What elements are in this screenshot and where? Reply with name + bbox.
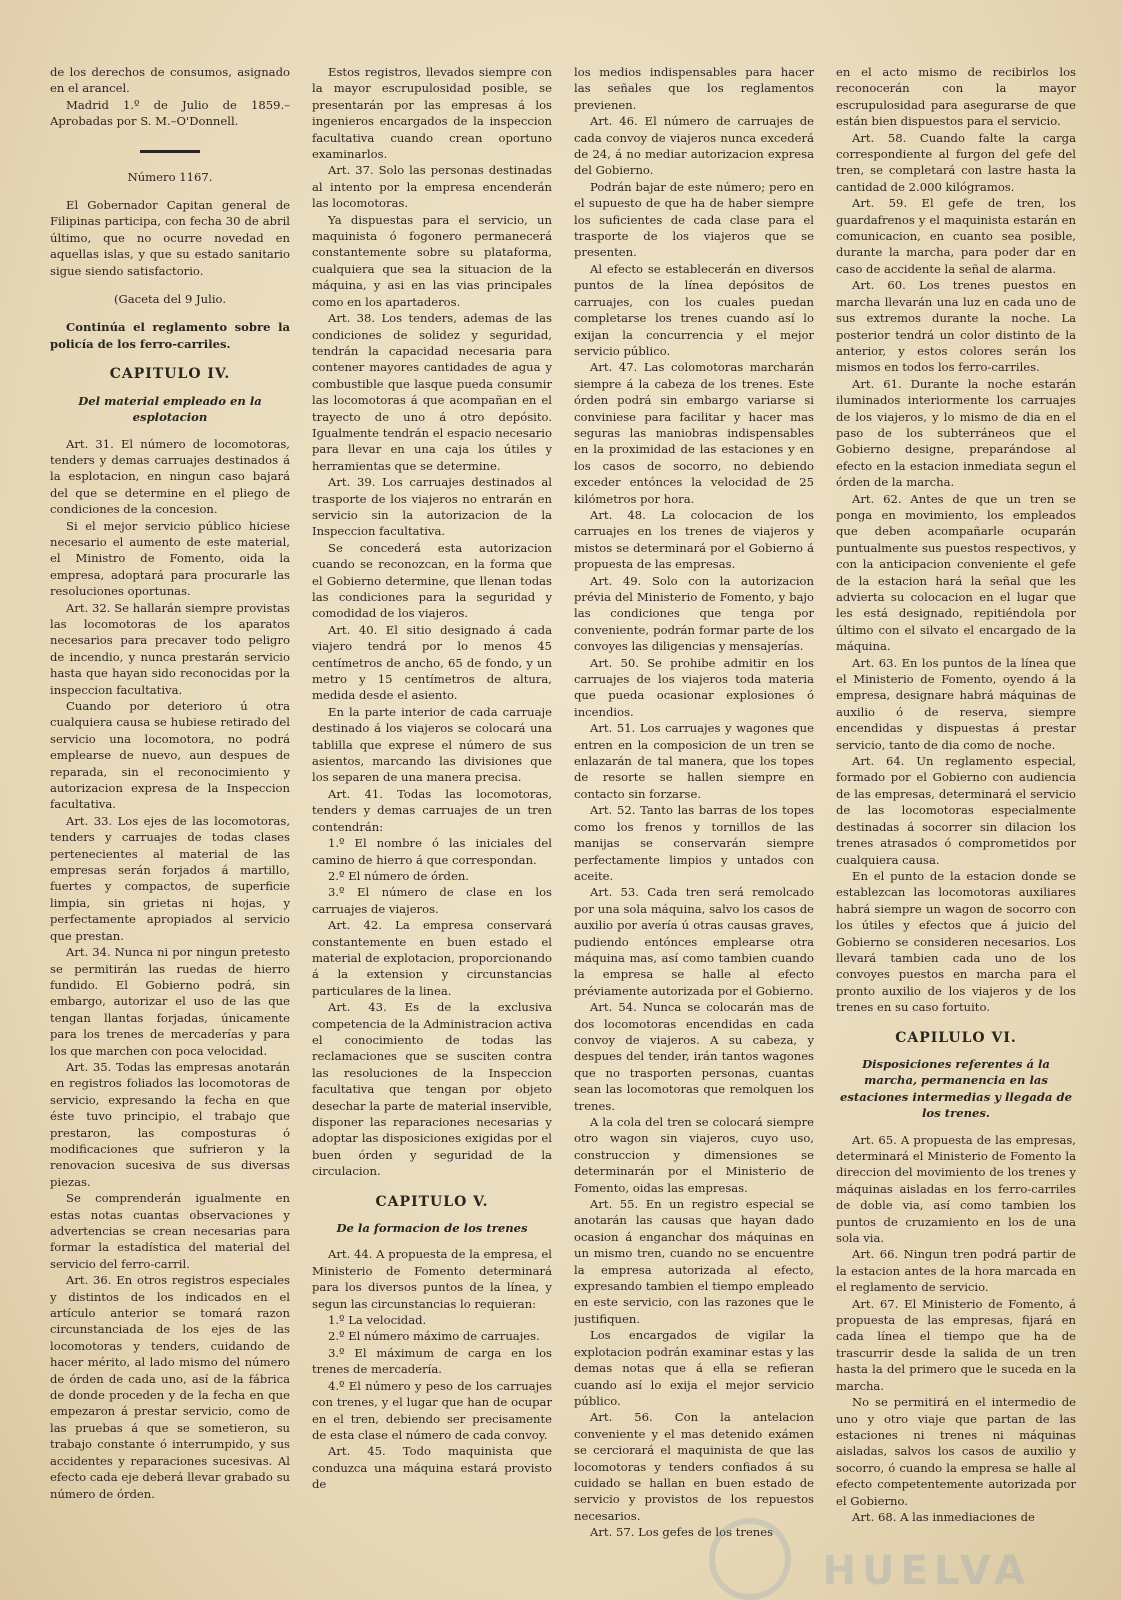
article: Art. 68. A las inmediaciones de xyxy=(852,1509,1035,1524)
article: Art. 35. Todas las empresas anotarán en registros foliados las locomotoras de servicio, expresando la fecha en que éste tuvo principio, el trabajo que prestaron, las composturas ó modificaciones que sufrieron y la renovacion sucesiva de sus diversas piezas. xyxy=(50,1059,290,1189)
paragraph: Madrid 1.º de Julio de 1859.–Aprobadas por S. M.–O'Donnell. xyxy=(50,97,290,129)
paragraph: Cuando por deterioro ú otra cualquiera causa se hubiese retirado del servicio una locomotora, no podrá emplearse de nuevo, aun despues de reparada, sin el reconocimiento y autorizacion expresa de la Inspeccion facultativa. xyxy=(50,699,290,812)
article: Art. 42. La empresa conservará constantemente en buen estado el material de explotacion, proporcionando á la extension y circunstancias particulares de la linea. xyxy=(312,918,552,998)
paragraph: los medios indispensables para hacer las señales que los reglamentos previenen. xyxy=(574,65,814,112)
article: Art. 34. Nunca ni por ningun pretesto se permitirán las ruedas de hierro fundido. El Gobierno podrá, sin embargo, autorizar el uso de las que tengan llantas forjadas, únicamente para los trenes de mercaderías y para los que marchen con poca velocidad. xyxy=(50,945,290,1058)
article: Art. 62. Antes de que un tren se ponga en movimiento, los empleados que deben acompañarle ocuparán puntualmente sus puestos respectivos, y con la anticipacion conveniente el gefe de la estacion hará la señal que les advierta su colocacion en el lugar que les está designado, repitiéndola por último con el silvato el encargado de la máquina. xyxy=(836,491,1076,654)
watermark-logo-icon xyxy=(709,1518,791,1600)
article: Art. 57. Los gefes de los trenes xyxy=(590,1525,774,1540)
article: Art. 60. Los trenes puestos en marcha llevarán una luz en cada uno de sus extremos durante la noche. La posterior tendrá un color distinto de la anterior, y estos colores serán los mismos en todos los ferro-carriles. xyxy=(836,278,1076,375)
paragraph: En el punto de la estacion donde se establezcan las locomotoras auxiliares habrá siempre un wagon de socorro con los útiles y efectos que á juicio del Gobierno se consideren necesarios. Los llevará tambien cada uno de los convoyes puestos en marcha para el pronto auxilio de los viajeros y de los trenes en su caso fortuito. xyxy=(836,868,1076,1015)
list-item: 4.º El número y peso de los carruajes con trenes, y el lugar que han de ocupar en el tren, debiendo ser precisamente de esta clase el número de cada convoy. xyxy=(312,1378,552,1442)
chapter-heading: CAPITULO IV. xyxy=(109,366,231,383)
column-1 xyxy=(50,64,290,1594)
article: Art. 33. Los ejes de las locomotoras, tenders y carruajes de todas clases pertenecientes al material de las empresas serán forjados á martillo, fuertes y compactos, de superficie limpia, sin grietas ni hojas, y perfectamente apropiados al servicio que prestan. xyxy=(50,813,290,943)
list-item: 1.º La velocidad. xyxy=(328,1313,427,1328)
column-2 xyxy=(312,64,552,1594)
paragraph: de los derechos de consumos, asignado en el arancel. xyxy=(50,65,290,96)
paragraph: Los encargados de vigilar la explotacion podrán examinar estas y las demas notas que á ella se refieran cuando así lo exija el mejor servicio público. xyxy=(574,1328,814,1408)
list-item: 1.º El nombre ó las iniciales del camino de hierro á que correspondan. xyxy=(312,836,552,867)
article: Art. 38. Los tenders, ademas de las condiciones de solidez y seguridad, tendrán la capacidad necesaria para contener mayores cantidades de agua y combustible que lasque pueda consumir las locomotoras á que acompañan en el trayecto de uno á otro depósito. Igualmente tendrán el espacio necesario para llevar en una caja los útiles y herramientas que se determine. xyxy=(312,311,552,473)
article: Art. 50. Se prohibe admitir en los carruajes de los viajeros toda materia que pueda ocasionar explosiones ó incendios. xyxy=(574,655,814,719)
paragraph: Al efecto se establecerán en diversos puntos de la línea depósitos de carruajes, con los cuales puedan completarse los trenes cuando así lo exijan la concurrencia y el mejor servicio público. xyxy=(574,261,814,358)
article: Art. 52. Tanto las barras de los topes como los frenos y tornillos de las manijas se conservarán siempre perfectamente limpios y untados con aceite. xyxy=(574,803,814,883)
article: Art. 44. A propuesta de la empresa, el Ministerio de Fomento determinará para los diversos puntos de la línea, y segun las circunstancias lo requieran: xyxy=(312,1247,552,1311)
text-columns xyxy=(50,64,1095,1594)
paragraph: Podrán bajar de este número; pero en el supuesto de que ha de haber siempre los suficientes de cada clase para el trasporte de los viajeros que se presenten. xyxy=(574,179,814,260)
watermark-text: HUELVA xyxy=(822,1548,1031,1594)
chapter-subheading: Del material empleado en la esplotacion xyxy=(78,393,262,425)
article: Art. 53. Cada tren será remolcado por una sola máquina, salvo los casos de auxilio por avería ú otras causas graves, pudiendo entónces emplearse otra máquina mas, así como tambien cuando la empresa se halle al efecto préviamente autorizada por el Gobierno. xyxy=(574,885,814,998)
paragraph: Se comprenderán igualmente en estas notas cuantas observaciones y advertencias se crean necesarias para formar la estadística del material del servicio del ferro-carril. xyxy=(50,1191,290,1271)
number-heading: Número 1167. xyxy=(127,169,213,184)
gazette-ref: (Gaceta del 9 Julio. xyxy=(113,292,227,307)
article: Art. 43. Es de la exclusiva competencia de la Administracion activa el conocimiento de todas las reclamaciones que se susciten contra las resoluciones de la Inspeccion facultativa que tengan por objeto desechar la parte de material inservible, disponer las reparaciones necesarias y adoptar las disposiciones exigidas por el buen órden y seguridad de la circulacion. xyxy=(312,1000,552,1179)
paragraph: En la parte interior de cada carruaje destinado á los viajeros se colocará una tablilla que exprese el número de sus asientos, marcando las divisiones que los separen de una manera precisa. xyxy=(312,704,552,785)
list-item: 3.º El número de clase en los carruajes de viajeros. xyxy=(312,885,552,916)
chapter-heading: CAPITULO V. xyxy=(375,1193,489,1210)
column-3 xyxy=(574,64,814,1594)
list-item: 2.º El número máximo de carruajes. xyxy=(328,1329,540,1344)
article: Art. 32. Se hallarán siempre provistas las locomotoras de los aparatos necesarios para precaver todo peligro de incendio, y nunca prestarán servicio hasta que hayan sido reconocidas por la inspeccion facultativa. xyxy=(50,600,290,697)
chapter-subheading: De la formacion de los trenes xyxy=(336,1221,528,1236)
article: Art. 61. Durante la noche estarán iluminados interiormente los carruajes de los viajeros, y lo mismo de dia en el paso de los subterráneos que el Gobierno designe, preparándose al efecto en la estacion inmediata segun el órden de la marcha. xyxy=(836,376,1076,490)
article: Art. 47. Las colomotoras marcharán siempre á la cabeza de los trenes. Este órden podrá sin embargo variarse si conviniese para facilitar y hacer mas seguras las maniobras indispensables en la proximidad de las estaciones y en los casos de socorro, no debiendo exceder entónces la velocidad de 25 kilómetros por hora. xyxy=(574,360,814,506)
article: Art. 36. En otros registros especiales y distintos de los indicados en el artículo anterior se tomará razon circunstanciada de los ejes de las locomotoras y tenders, cuidando de hacer mérito, al lado mismo del número de órden de cada uno, así de la fábrica de donde proceden y de la fecha en que empezaron á prestar servicio, como de las pruebas á que se sometieron, su trabajo constante ó interrumpido, y sus accidentes y reparaciones sucesivas. Al efecto cada eje deberá llevar grabado su número de órden. xyxy=(50,1273,290,1501)
column-4 xyxy=(836,64,1076,1594)
article: Art. 64. Un reglamento especial, formado por el Gobierno con audiencia de las empresas, determinará el servicio de las locomotoras especialmente destinadas á socorrer sin dilacion los trenes atrasados ó comprometidos por cualquiera causa. xyxy=(836,754,1076,867)
article: Art. 51. Los carruajes y wagones que entren en la composicion de un tren se enlazarán de tal manera, que los topes de resorte se hallen siempre en contacto sin forzarse. xyxy=(574,721,814,801)
article: Art. 54. Nunca se colocarán mas de dos locomotoras encendidas en cada convoy de viajeros. A su cabeza, y despues del tender, irán tantos wagones que no trasporten personas, cuantas sean las locomotoras que remolquen los trenes. xyxy=(574,1000,814,1113)
article: Art. 55. En un registro especial se anotarán las causas que hayan dado ocasion á enganchar dos máquinas en un mismo tren, cuando no se encuentre la empresa autorizada al efecto, expresando tambien el tiempo empleado en este servicio, con las razones que le justifiquen. xyxy=(574,1197,814,1326)
article: Art. 56. Con la antelacion conveniente y el mas detenido exámen se cerciorará el maquinista de que las locomotoras y tenders confiados á su cuidado se hallan en buen estado de servicio y provistos de los repuestos necesarios. xyxy=(574,1410,814,1523)
article: Art. 65. A propuesta de las empresas, determinará el Ministerio de Fomento la direccion del movimiento de los trenes y máquinas aisladas en los ferro-carriles de doble via, así como tambien los puntos de cruzamiento en los de una sola via. xyxy=(836,1132,1076,1246)
paragraph: A la cola del tren se colocará siempre otro wagon sin viajeros, cuyo uso, construccion y dimensiones se determinarán por el Ministerio de Fomento, oidas las empresas. xyxy=(574,1115,814,1195)
list-item: 3.º El máximum de carga en los trenes de mercadería. xyxy=(312,1345,552,1377)
chapter-subheading: Disposiciones referentes á la marcha, permanencia en las estaciones intermedias y llegada de los trenes. xyxy=(840,1056,1072,1121)
paragraph: El Gobernador Capitan general de Filipinas participa, con fecha 30 de abril último, que no ocurre novedad en aquellas islas, y que su estado sanitario sigue siendo satisfactorio. xyxy=(50,198,290,278)
section-intro: Continúa el reglamento sobre la policía de los ferro-carriles. xyxy=(50,320,290,351)
article: Art. 63. En los puntos de la línea que el Ministerio de Fomento, oyendo á la empresa, designare habrá máquinas de auxilio ó de reserva, siempre encendidas y dispuestas á prestar servicio, tanto de dia como de noche. xyxy=(836,655,1076,752)
chapter-heading: CAPILULO VI. xyxy=(895,1029,1017,1046)
divider xyxy=(140,150,200,153)
article: Art. 48. La colocacion de los carruajes en los trenes de viajeros y mistos se determinará por el Gobierno á propuesta de las empresas. xyxy=(574,507,814,572)
article: Art. 45. Todo maquinista que conduzca una máquina estará provisto de xyxy=(312,1444,552,1492)
article: Art. 66. Ningun tren podrá partir de la estacion antes de la hora marcada en el reglamento de servicio. xyxy=(836,1247,1076,1295)
paragraph: Estos registros, llevados siempre con la mayor escrupulosidad posible, se presentarán por las empresas á los ingenieros encargados de la inspeccion facultativa cuando crean oportuno examinarlos. xyxy=(312,65,552,162)
paragraph: Si el mejor servicio público hiciese necesario el aumento de este material, el Ministro de Fomento, oida la empresa, adoptará para procurarle las resoluciones oportunas. xyxy=(50,518,290,599)
article: Art. 41. Todas las locomotoras, tenders y demas carruajes de un tren contendrán: xyxy=(312,786,552,834)
article: Art. 46. El número de carruajes de cada convoy de viajeros nunca excederá de 24, á no mediar autorizacion expresa del Gobierno. xyxy=(574,114,814,178)
article: Art. 67. El Ministerio de Fomento, á propuesta de las empresas, fijará en cada línea el tiempo que ha de trascurrir desde la salida de un tren hasta la del primero que le suceda en la marcha. xyxy=(836,1296,1076,1393)
article: Art. 31. El número de locomotoras, tenders y demas carruajes destinados á la esplotacion, en ningun caso bajará del que se determine en el pliego de condiciones de la concesion. xyxy=(50,436,290,517)
article: Art. 49. Solo con la autorizacion prévia del Ministerio de Fomento, y bajo las condiciones que tenga por conveniente, podrán formar parte de los convoyes las diligencias y mensajerías. xyxy=(574,573,814,654)
article: Art. 40. El sitio designado á cada viajero tendrá por lo menos 45 centímetros de ancho, 65 de fondo, y un metro y 15 centímetros de altura, medida desde el asiento. xyxy=(312,622,552,703)
paragraph: No se permitirá en el intermedio de uno y otro viaje que partan de las estaciones ni trenes ni máquinas aisladas, salvos los casos de auxilio y socorro, ó cuando la empresa se halle al efecto competentemente autorizada por el Gobierno. xyxy=(836,1395,1076,1508)
article: Art. 37. Solo las personas destinadas al intento por la empresa encenderán las locomotoras. xyxy=(312,163,552,211)
paragraph: Se concederá esta autorizacion cuando se reconozcan, en la forma que el Gobierno determine, que llenan todas las condiciones para la seguridad y comodidad de los viajeros. xyxy=(312,540,552,621)
paragraph: Ya dispuestas para el servicio, un maquinista ó fogonero permanecerá constantemente sobre su plataforma, cualquiera que sea la situacion de la máquina, y asi en las vias principales como en los apartaderos. xyxy=(312,212,552,309)
article: Art. 58. Cuando falte la carga correspondiente al furgon del gefe del tren, se completará con lastre hasta la cantidad de 2.000 kilógramos. xyxy=(836,130,1076,194)
paragraph: en el acto mismo de recibirlos los reconocerán con la mayor escrupulosidad para asegurarse de que están bien dispuestos para el servicio. xyxy=(836,65,1076,129)
article: Art. 39. Los carruajes destinados al trasporte de los viajeros no entrarán en servicio sin la autorizacion de la Inspeccion facultativa. xyxy=(312,475,552,539)
article: Art. 59. El gefe de tren, los guardafrenos y el maquinista estarán en comunicacion, en cuanto sea posible, durante la marcha, para poder dar en caso de accidente la señal de alarma. xyxy=(836,196,1076,276)
list-item: 2.º El número de órden. xyxy=(328,868,469,883)
